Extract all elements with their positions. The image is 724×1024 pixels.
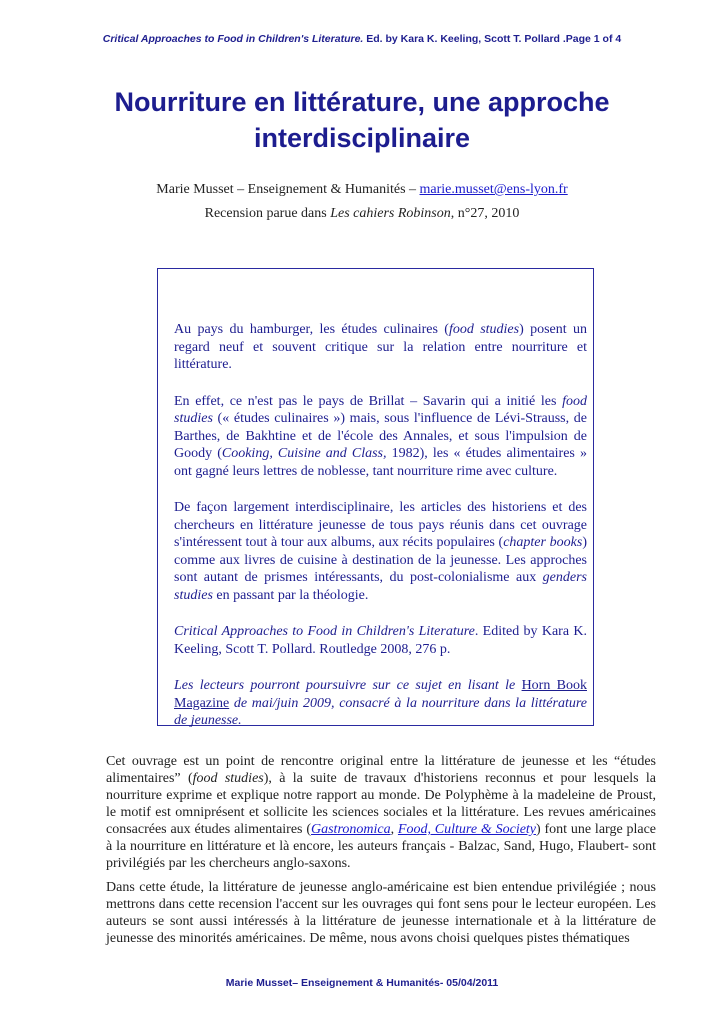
header-book-title: Critical Approaches to Food in Children's Literature. (102, 33, 364, 45)
text-run-italic: Les lecteurs pourront poursuivre sur ce sujet en lisant le (174, 678, 522, 693)
text-run: . Edited by Kara K. Keeling, Scott T. Pollard. Routledge 2008, 276 p. (174, 624, 587, 657)
text-run: , (390, 822, 398, 837)
body-paragraph-2: Dans cette étude, la littérature de jeunesse anglo-américaine est bien entendue privilégiée ; nous mettrons dans cette recension l'accent sur les ouvrages qui font sens pour le lecteur européen. Les auteurs se sont aussi intéressés à la littérature de jeunesse internationale et à la littérature de jeunesse des minorités américaines. De même, nous avons choisi quelques pistes thématiques (106, 880, 656, 946)
running-header (0, 33, 724, 45)
gastronomica-link[interactable] (311, 822, 391, 837)
abstract-paragraph-3 (174, 499, 587, 604)
text-run: ), à la suite de travaux d'historiens reconnus et pour lesquels la nourriture exprime et explique notre rapport au monde. De Polyphème à la madeleine de Proust, le motif est omniprésent et sollicite les sciences sociales et la littérature. Les revues américaines consacrées aux études alimentaires ( (106, 771, 657, 837)
author-line (0, 182, 724, 198)
text-run-italic: food studies (174, 393, 587, 426)
text-run-italic: food studies (192, 771, 264, 786)
food-culture-society-link-text: Food, Culture & Society (397, 822, 537, 837)
horn-book-magazine-link[interactable]: Horn Book Magazine (174, 678, 587, 711)
review-suffix: , n°27, 2010 (450, 206, 520, 221)
food-culture-society-link[interactable] (398, 822, 536, 837)
text-run: Au pays du hamburger, les études culinaires ( (174, 322, 449, 337)
gastronomica-link-text: Gastronomica (311, 822, 391, 837)
abstract-text (174, 321, 587, 747)
page-title: Nourriture en littérature, une approche interdisciplinaire (114, 87, 610, 153)
text-run: ) font une large place à la nourriture en littérature et là encore, les auteurs français - Balzac, Sand, Hugo, Flaubert- sont privilégiés par les chercheurs anglo-saxons. (106, 822, 657, 871)
body-text (106, 753, 656, 954)
header-editors-page: Ed. by Kara K. Keeling, Scott T. Pollard .Page 1 of 4 (363, 33, 622, 45)
text-run: 1982), les « études alimentaires » ont gagné leurs lettres de noblesse, tant nourriture rime avec culture. (174, 446, 587, 479)
author-name: Marie Musset – Enseignement & Humanités – (156, 182, 420, 197)
footer: Marie Musset– Enseignement & Humanités- 05/04/2011 (225, 977, 499, 989)
abstract-paragraph-5 (174, 677, 587, 730)
author-email-link[interactable]: marie.musset@ens-lyon.fr (419, 182, 568, 197)
text-run-italic: de mai/juin 2009, consacré à la nourriture dans la littérature de jeunesse. (174, 695, 587, 728)
abstract-paragraph-4 (174, 623, 587, 658)
text-run: en passant par la théologie. (212, 587, 369, 603)
review-line (0, 206, 724, 222)
text-run: ) comme aux livres de cuisine à destination de la jeunesse. Les approches sont autant de prismes intéressants, du post-colonialisme aux (174, 535, 587, 585)
text-run-italic: Cooking, Cuisine and Class, (221, 446, 387, 461)
text-run-italic: food studies (448, 322, 520, 337)
text-run: (« études culinaires ») mais, sous l'influence de Lévi-Strauss, de Barthes, de Bakhtine et de l'école des Annales, et sous l'impulsion de Goody ( (174, 411, 587, 461)
text-run: ) posent un regard neuf et souvent critique sur la relation entre nourriture et littérature. (174, 322, 588, 372)
text-run-italic: chapter books (503, 535, 583, 550)
text-run: En effet, ce n'est pas le pays de Brillat – Savarin qui a initié les (174, 393, 563, 409)
review-prefix: Recension parue dans (204, 206, 331, 221)
abstract-paragraph-1 (174, 321, 587, 374)
abstract-box (157, 268, 594, 726)
journal-name: Les cahiers Robinson (330, 206, 451, 221)
abstract-paragraph-2 (174, 393, 587, 481)
text-run-italic: genders studies (174, 570, 587, 603)
body-paragraph-1 (106, 753, 656, 872)
text-run: De façon largement interdisciplinaire, les articles des historiens et des chercheurs en littérature jeunesse de tous pays réunis dans cet ouvrage s'intéressent tout à tour aux albums, aux récits populaires ( (174, 500, 587, 550)
book-title: Critical Approaches to Food in Children's Literature (174, 624, 475, 639)
text-run: Cet ouvrage est un point de rencontre original entre la littérature de jeunesse et les “études alimentaires” ( (106, 754, 656, 786)
